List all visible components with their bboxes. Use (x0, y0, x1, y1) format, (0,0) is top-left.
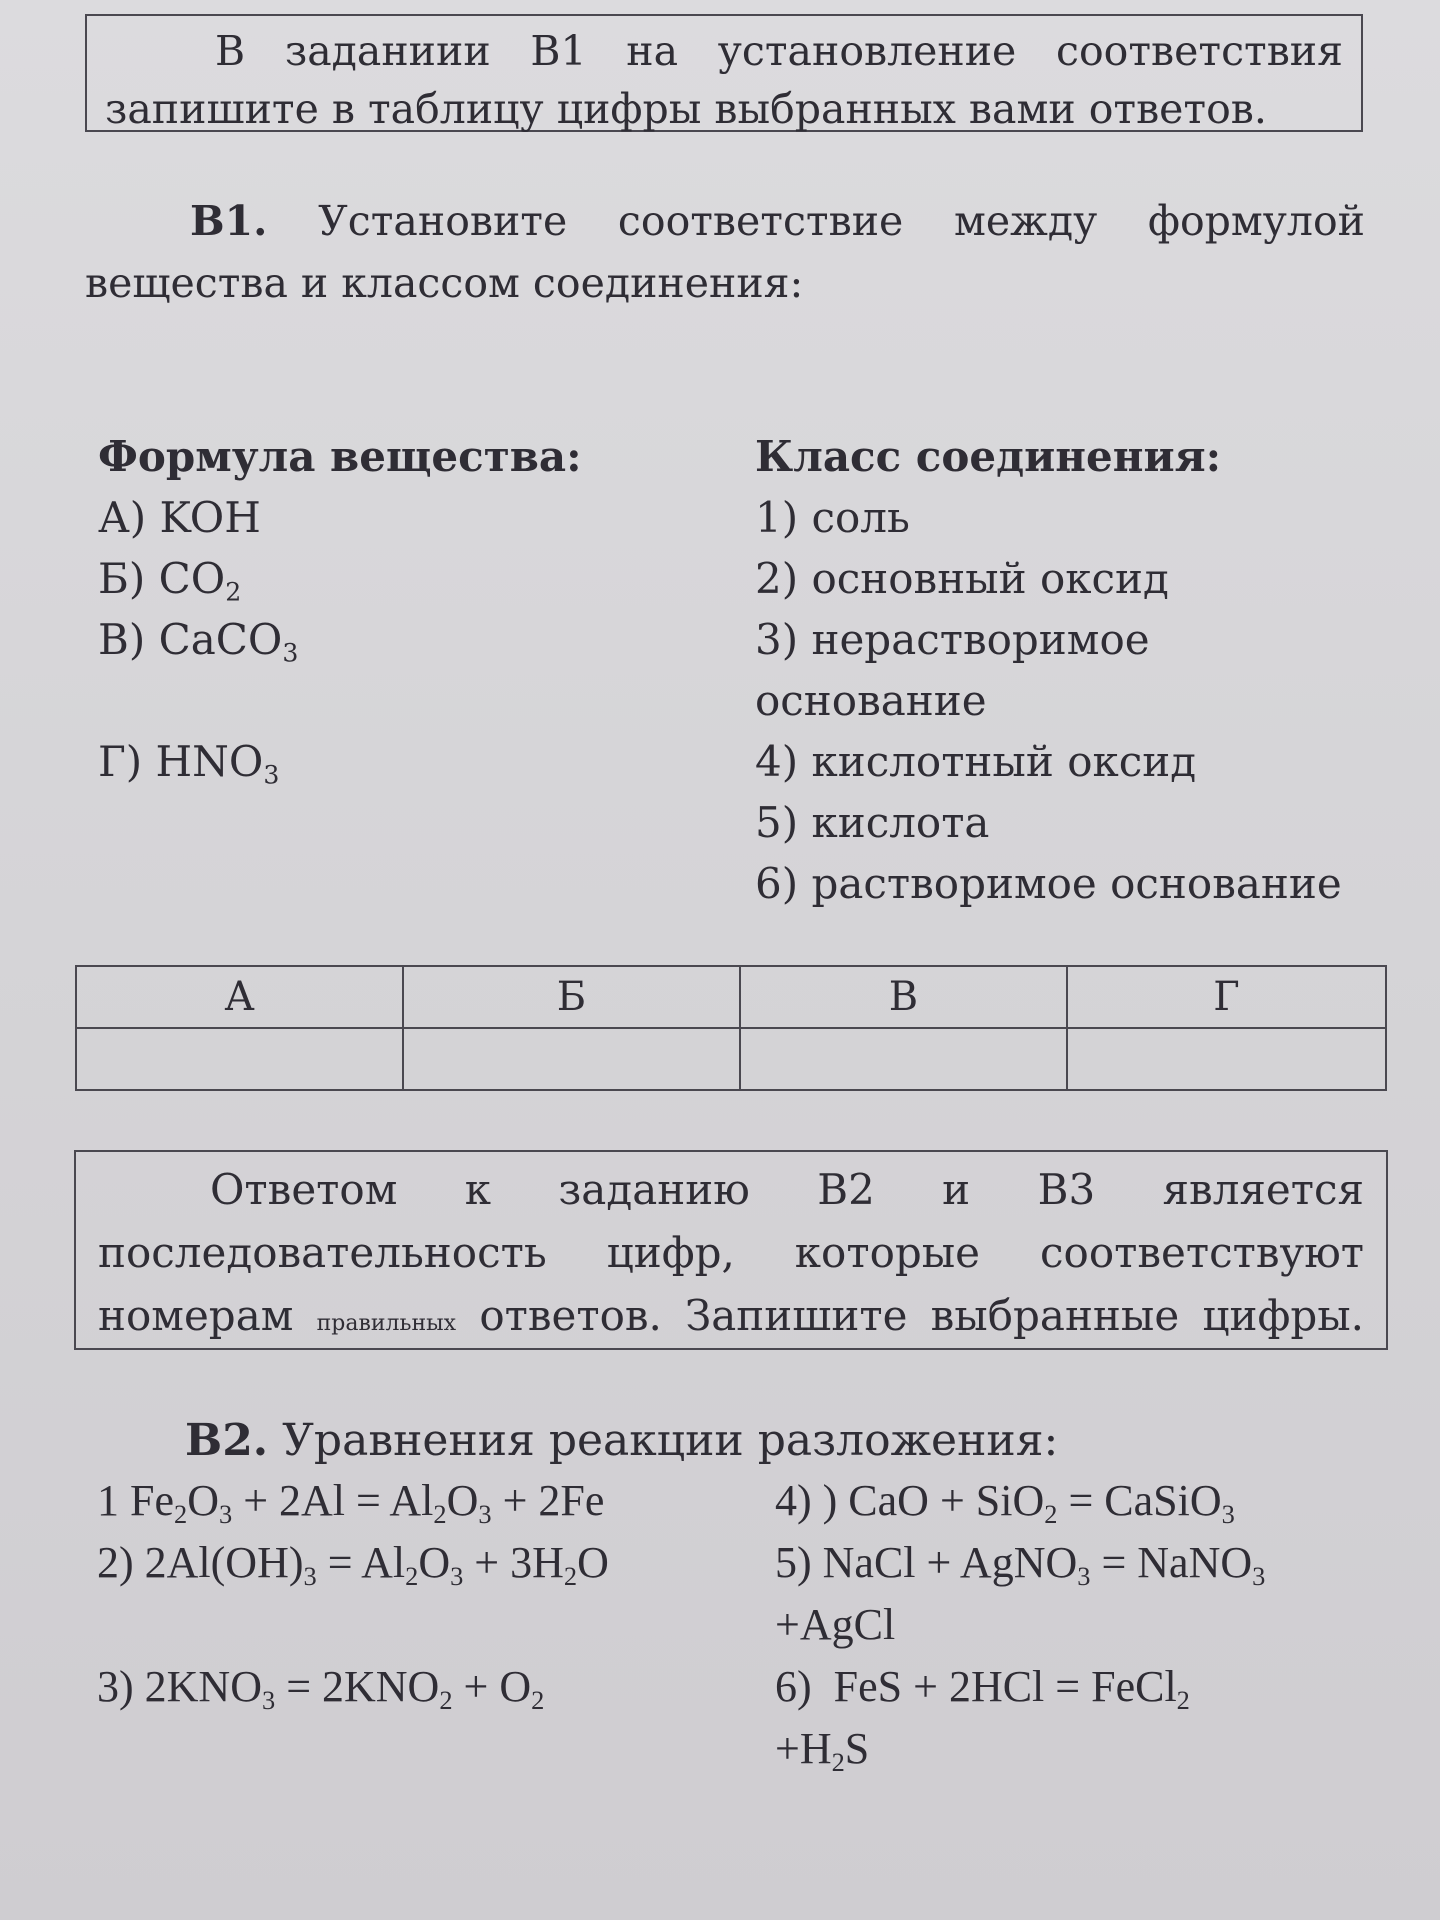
formula-item-main: CO (158, 554, 226, 603)
equation-6-continued: $+H_2S$ (775, 1724, 870, 1777)
question-b2-text: Уравнения реакции разложения: (282, 1415, 1059, 1466)
equation-5: 5) NaCl + AgNO$_3$ = NaNO$_3$ (775, 1538, 1266, 1591)
class-item: 5) кислота (755, 798, 990, 847)
instruction-box-b1 (85, 14, 1363, 132)
formula-item-g (98, 731, 582, 792)
answer-cell-b[interactable] (403, 1028, 740, 1090)
formula-spacer (98, 670, 582, 731)
instruction2-line-3 (98, 1284, 1364, 1355)
class-item: основание (755, 676, 987, 725)
class-column (755, 426, 1342, 914)
formula-item-prefix: В) (98, 615, 159, 664)
instruction-line-1: В заданиии В1 на установление соответствия (215, 27, 1343, 75)
instruction2-line-3-b: ответов. Запишите выбранные цифры. (479, 1291, 1364, 1340)
equation-1: 1 $Fe_2O_3 + 2Al = Al_2O_3 + 2Fe$ (97, 1476, 605, 1529)
equation-4: 4) ) CaO + SiO$_2$ = CaSiO$_3$ (775, 1476, 1235, 1529)
question-b1 (85, 190, 1365, 314)
instruction-box-b2-b3 (74, 1150, 1388, 1350)
question-b1-line-2: вещества и классом соединения: (85, 259, 804, 307)
formula-item-main: KOH (159, 493, 261, 542)
answer-header-a: А (76, 966, 403, 1028)
answer-cell-a[interactable] (76, 1028, 403, 1090)
question-b2-title (185, 1410, 1058, 1472)
answer-header-b: Б (403, 966, 740, 1028)
formula-header: Формула вещества: (98, 432, 582, 481)
equation-spacer (97, 1594, 609, 1656)
class-item: 4) кислотный оксид (755, 737, 1197, 786)
formula-item-main: CaCO (158, 615, 283, 664)
equations-left (97, 1470, 609, 1718)
instruction2-line-2: последовательность цифр, которые соответствуют (98, 1228, 1364, 1277)
instruction2-line-3-a: номерам (98, 1291, 294, 1340)
formula-item-subscript: 3 (282, 638, 299, 668)
formula-item-a (98, 487, 582, 548)
class-item: 2) основный оксид (755, 554, 1169, 603)
formula-item-prefix: Б) (98, 554, 159, 603)
equation-5-continued: +AgCl (775, 1600, 896, 1649)
question-b1-line-1 (85, 190, 1365, 252)
class-item: 6) растворимое основание (755, 859, 1342, 908)
equation-2: 2) $2Al(OH)_3 = Al_2O_3 + 3H_2O$ (97, 1538, 609, 1591)
formula-column (98, 426, 582, 792)
instruction2-line-1: Ответом к заданию В2 и В3 является (210, 1165, 1364, 1214)
equation-6: 6) FeS + 2HCl = FeCl$_2$ (775, 1662, 1190, 1715)
formula-item-subscript: 3 (263, 760, 280, 790)
instruction-line-2: запишите в таблицу цифры выбранных вами ответов. (105, 85, 1267, 133)
answer-table (75, 965, 1387, 1091)
formula-item-prefix: Г) (98, 737, 156, 786)
formula-item-prefix: А) (98, 493, 160, 542)
question-b1-text-1: Установите соответствие между формулой (318, 197, 1365, 245)
formula-item-main: HNO (155, 737, 264, 786)
class-item: 1) соль (755, 493, 910, 542)
question-b2-label: В2. (185, 1415, 269, 1466)
formula-item-v (98, 609, 582, 670)
instruction2-line-3-small: правильных (316, 1311, 457, 1336)
equation-3: 3) $2KNO_3 = 2KNO_2 + O_2$ (97, 1662, 545, 1715)
answer-cell-v[interactable] (740, 1028, 1067, 1090)
answer-table-header-row (76, 966, 1386, 1028)
answer-header-v: В (740, 966, 1067, 1028)
question-b1-label: В1. (190, 197, 268, 245)
answer-header-g: Г (1067, 966, 1386, 1028)
formula-item-subscript: 2 (225, 577, 242, 607)
formula-item-b (98, 548, 582, 609)
class-header: Класс соединения: (755, 432, 1222, 481)
answer-table-input-row (76, 1028, 1386, 1090)
class-item: 3) нерастворимое (755, 615, 1150, 664)
equations-right (775, 1470, 1265, 1780)
answer-cell-g[interactable] (1067, 1028, 1386, 1090)
